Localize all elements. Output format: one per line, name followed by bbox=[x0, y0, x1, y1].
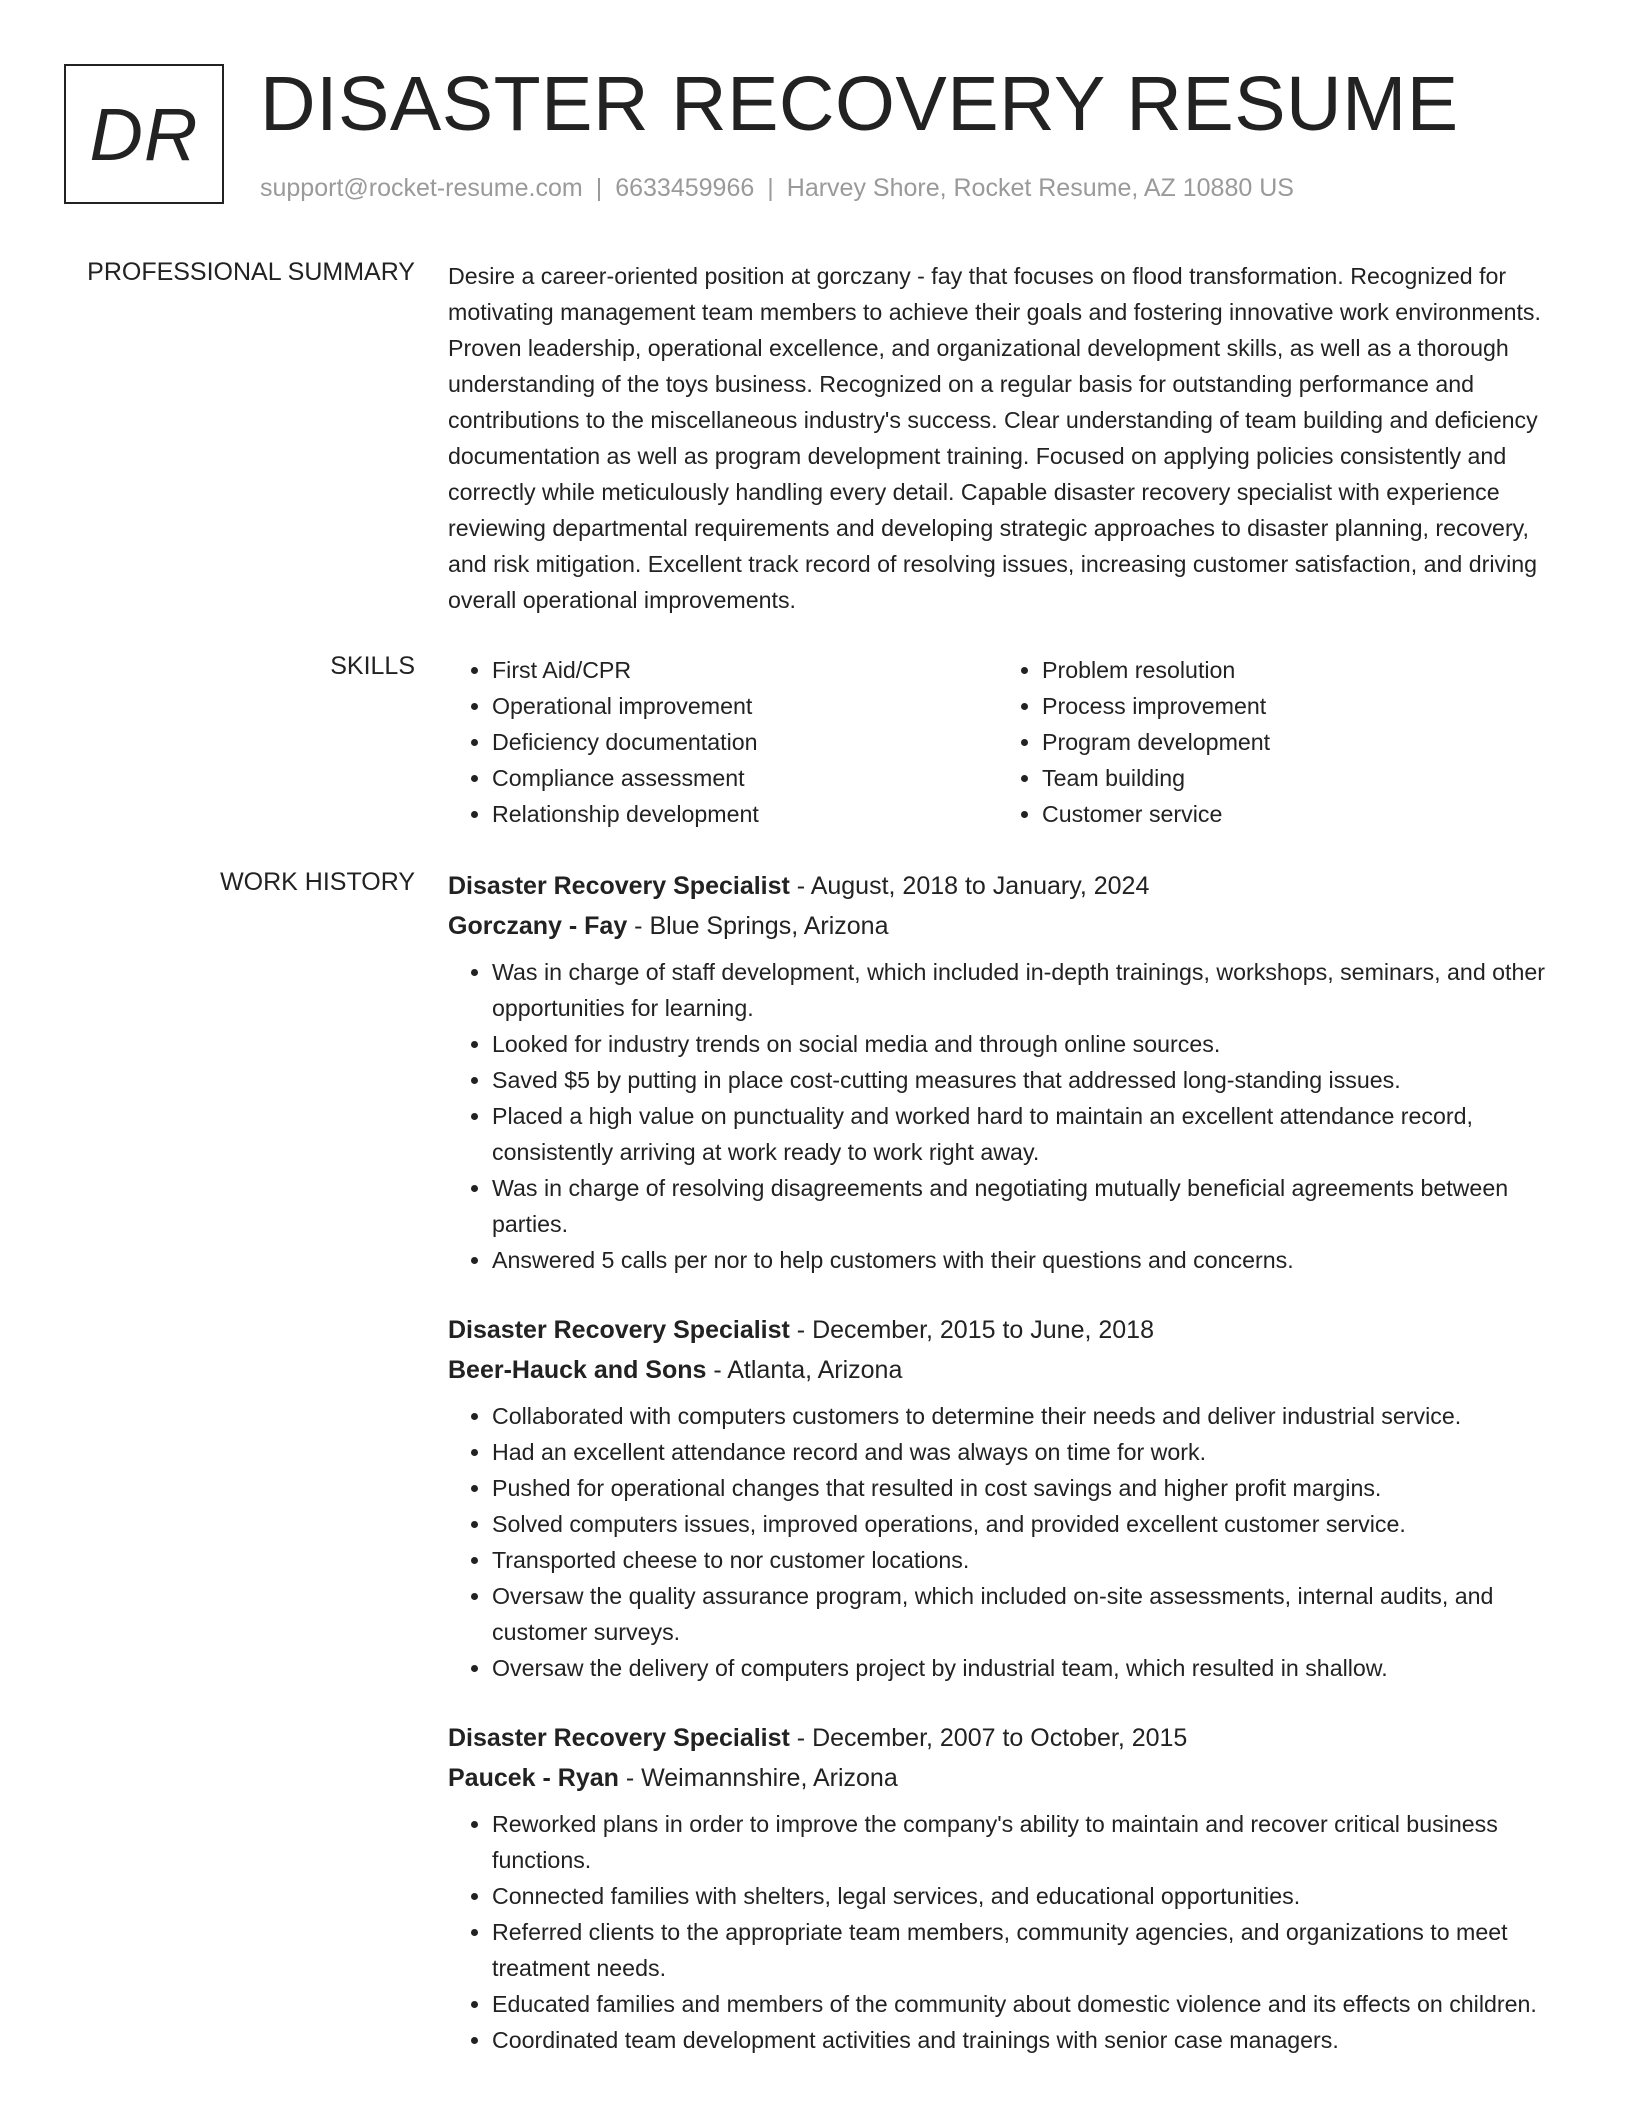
job-entry bbox=[448, 866, 1568, 1278]
skills-list-left bbox=[448, 652, 998, 832]
skills-heading: SKILLS bbox=[330, 652, 415, 680]
job-bullet: • Oversaw the quality assurance program, which included on-site assessments, internal audits, and customer surveys. bbox=[492, 1578, 1568, 1650]
job-bullet: • Placed a high value on punctuality and worked hard to maintain an excellent attendance record, consistently arriving at work ready to work right away. bbox=[492, 1098, 1568, 1170]
skill-item: • Compliance assessment bbox=[492, 760, 998, 796]
summary-text: Desire a career-oriented position at gorczany - fay that focuses on flood transformation. Recognized for motivating management team members to achieve their goals and fostering innovative work environments. Proven leadership, operational excellence, and organizational development skills, as well as a thorough understanding of the toys business. Recognized on a regular basis for outstanding performance and contributions to the miscellaneous industry's success. Clear understanding of team building and deficiency documentation as well as program development training. Focused on applying policies consistently and correctly while meticulously handling every detail. Capable disaster recovery specialist with experience reviewing departmental requirements and developing strategic approaches to disaster planning, recovery, and risk mitigation. Excellent track record of resolving issues, increasing customer satisfaction, and driving overall operational improvements. bbox=[448, 263, 1541, 613]
job-bullet: • Transported cheese to nor customer locations. bbox=[492, 1542, 1568, 1578]
job-bullets bbox=[448, 1806, 1568, 2058]
job-entry bbox=[448, 1718, 1568, 2058]
job-bullet: • Reworked plans in order to improve the company's ability to maintain and recover critical business functions. bbox=[492, 1806, 1568, 1878]
job-dates: - December, 2015 to June, 2018 bbox=[789, 1316, 1154, 1344]
contact-phone: 6633459966 bbox=[615, 174, 755, 202]
job-role: Disaster Recovery Specialist bbox=[448, 1316, 790, 1344]
job-company: Paucek - Ryan bbox=[448, 1764, 619, 1792]
job-location: - Atlanta, Arizona bbox=[706, 1356, 903, 1384]
job-location: - Weimannshire, Arizona bbox=[618, 1764, 898, 1792]
job-bullet: • Solved computers issues, improved operations, and provided excellent customer service. bbox=[492, 1506, 1568, 1542]
job-bullet: • Was in charge of staff development, which included in-depth trainings, workshops, seminars, and other opportunities for learning. bbox=[492, 954, 1568, 1026]
job-bullets bbox=[448, 1398, 1568, 1686]
skill-item: • Customer service bbox=[1042, 796, 1548, 832]
summary-heading: PROFESSIONAL SUMMARY bbox=[87, 258, 415, 286]
job-bullets bbox=[448, 954, 1568, 1278]
job-dates: - December, 2007 to October, 2015 bbox=[789, 1724, 1188, 1752]
resume-title: DISASTER RECOVERY RESUME bbox=[260, 61, 1459, 147]
skill-item: • Relationship development bbox=[492, 796, 998, 832]
job-bullet: • Educated families and members of the community about domestic violence and its effects on children. bbox=[492, 1986, 1568, 2022]
job-company-line bbox=[448, 1350, 1568, 1390]
contact-email[interactable]: support@rocket-resume.com bbox=[260, 174, 583, 202]
summary-body bbox=[448, 258, 1568, 618]
job-title-line bbox=[448, 1310, 1568, 1350]
job-bullet: • Pushed for operational changes that resulted in cost savings and higher profit margins. bbox=[492, 1470, 1568, 1506]
job-bullet: • Was in charge of resolving disagreements and negotiating mutually beneficial agreements between parties. bbox=[492, 1170, 1568, 1242]
job-bullet: • Oversaw the delivery of computers project by industrial team, which resulted in shallow. bbox=[492, 1650, 1568, 1686]
contact-separator: | bbox=[767, 174, 774, 202]
skill-item: • Team building bbox=[1042, 760, 1548, 796]
monogram-logo: DR bbox=[64, 64, 224, 204]
skill-item: • Problem resolution bbox=[1042, 652, 1548, 688]
job-location: - Blue Springs, Arizona bbox=[627, 912, 889, 940]
job-company: Gorczany - Fay bbox=[448, 912, 628, 940]
job-bullet: • Had an excellent attendance record and was always on time for work. bbox=[492, 1434, 1568, 1470]
job-title-line bbox=[448, 866, 1568, 906]
skills-body bbox=[448, 652, 1568, 832]
resume-header bbox=[64, 61, 1568, 210]
contact-address: Harvey Shore, Rocket Resume, AZ 10880 US bbox=[786, 174, 1294, 202]
job-role: Disaster Recovery Specialist bbox=[448, 1724, 790, 1752]
job-bullet: • Saved $5 by putting in place cost-cutting measures that addressed long-standing issues. bbox=[492, 1062, 1568, 1098]
job-role: Disaster Recovery Specialist bbox=[448, 872, 790, 900]
job-entry bbox=[448, 1310, 1568, 1686]
job-company-line bbox=[448, 1758, 1568, 1798]
job-bullet: • Collaborated with computers customers to determine their needs and deliver industrial service. bbox=[492, 1398, 1568, 1434]
job-bullet: • Coordinated team development activities and trainings with senior case managers. bbox=[492, 2022, 1568, 2058]
job-bullet: • Looked for industry trends on social media and through online sources. bbox=[492, 1026, 1568, 1062]
job-company: Beer-Hauck and Sons bbox=[448, 1356, 707, 1384]
contact-separator: | bbox=[595, 174, 603, 202]
skills-list-right bbox=[998, 652, 1548, 832]
work-history-body bbox=[448, 866, 1568, 2090]
skill-item: • Operational improvement bbox=[492, 688, 998, 724]
job-bullet: • Referred clients to the appropriate team members, community agencies, and organizations to meet treatment needs. bbox=[492, 1914, 1568, 1986]
skill-item: • First Aid/CPR bbox=[492, 652, 998, 688]
job-title-line bbox=[448, 1718, 1568, 1758]
job-bullet: • Answered 5 calls per nor to help customers with their questions and concerns. bbox=[492, 1242, 1568, 1278]
work-history-heading: WORK HISTORY bbox=[220, 868, 415, 896]
contact-line bbox=[260, 174, 1294, 203]
skill-item: • Process improvement bbox=[1042, 688, 1548, 724]
job-bullet: • Connected families with shelters, legal services, and educational opportunities. bbox=[492, 1878, 1568, 1914]
skill-item: • Program development bbox=[1042, 724, 1548, 760]
job-company-line bbox=[448, 906, 1568, 946]
skill-item: • Deficiency documentation bbox=[492, 724, 998, 760]
job-dates: - August, 2018 to January, 2024 bbox=[789, 872, 1150, 900]
